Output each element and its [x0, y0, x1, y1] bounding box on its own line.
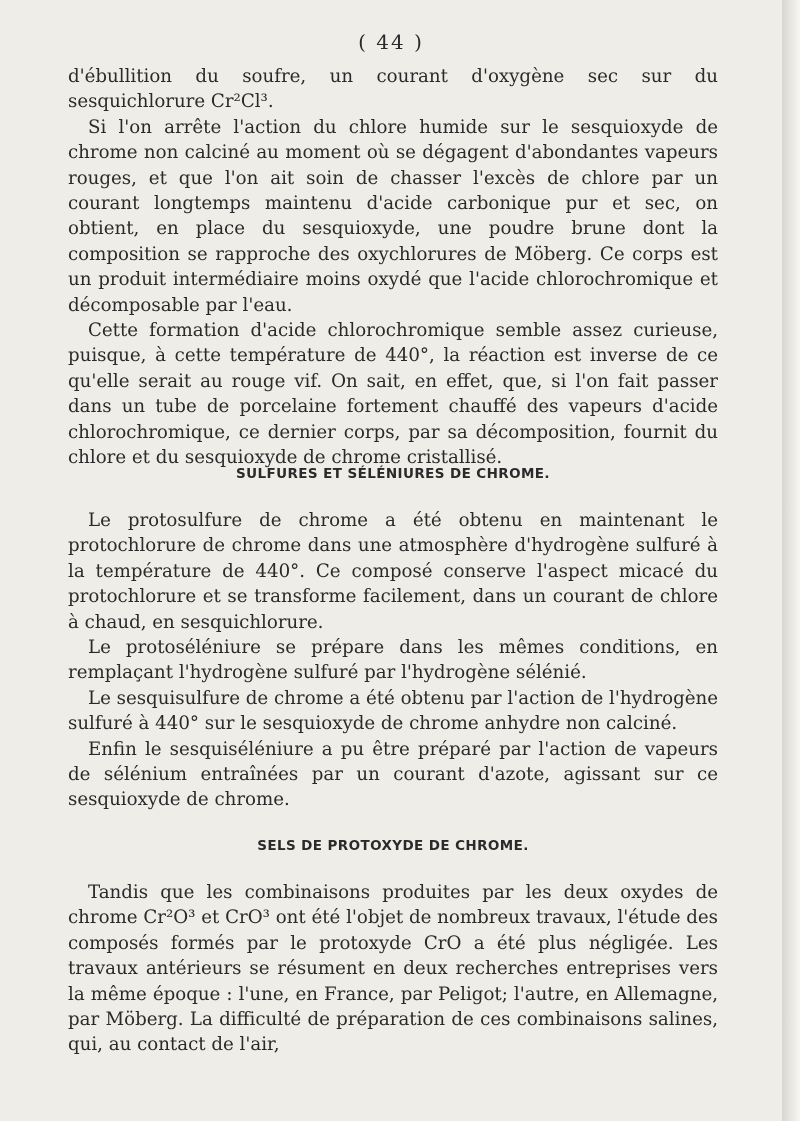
- page-edge: [782, 0, 800, 1121]
- paragraph: Cette formation d'acide chlorochromique semble assez curieuse, puisque, à cette température de 440°, la réaction est inverse de ce qu'elle serait au rouge vif. On sait, en effet, que, si l'on fait passer dans un tube de porcelaine fortement chauffé des vapeurs d'acide chlorochromique, ce dernier corps, par sa décomposition, fournit du chlore et du sesquioxyde de chrome cristallisé.: [68, 320, 718, 469]
- text-block-chlorides: [68, 64, 718, 471]
- paragraph: Le protosulfure de chrome a été obtenu en maintenant le protochlorure de chrome dans une atmosphère d'hydrogène sulfuré à la température de 440°. Ce composé conserve l'aspect micacé du protochlorure et se transforme facilement, dans un courant de chlore à chaud, en sesquichlorure.: [68, 510, 718, 633]
- paragraph: Le sesquisulfure de chrome a été obtenu par l'action de l'hydrogène sulfuré à 440° sur le sesquioxyde de chrome anhydre non calciné.: [68, 687, 718, 735]
- text-block-sulfures: [68, 508, 718, 813]
- paragraph: Tandis que les combinaisons produites par les deux oxydes de chrome Cr²O³ et CrO³ ont été l'objet de nombreux travaux, l'étude des composés formés par le protoxyde CrO a été plus négligée. Les travaux antérieurs se résument en deux recherches entreprises vers la même époque : l'une, en France, par Peligot; l'autre, en Allemagne, par Möberg. La difficulté de préparation de ces combinaisons salines, qui, au contact de l'air,: [68, 882, 718, 1056]
- section-heading-protoxyde: SELS DE PROTOXYDE DE CHROME.: [257, 838, 529, 854]
- paragraph: Enfin le sesquiséléniure a pu être préparé par l'action de vapeurs de sélénium entraînées par un courant d'azote, agissant sur ce sesquioxyde de chrome.: [68, 738, 718, 811]
- paragraph: d'ébullition du soufre, un courant d'oxygène sec sur du sesquichlorure Cr²Cl³.: [68, 66, 718, 113]
- paragraph: Si l'on arrête l'action du chlore humide sur le sesquioxyde de chrome non calciné au moment où se dégagent d'abondantes vapeurs rouges, et que l'on ait soin de chasser l'excès de chlore par un courant longtemps maintenu d'acide carbonique pur et sec, on obtient, en place du sesquioxyde, une poudre brune dont la composition se rapproche des oxychlorures de Möberg. Ce corps est un produit intermédiaire moins oxydé que l'acide chlorochromique et décomposable par l'eau.: [68, 116, 718, 316]
- text-block-protoxyde: [68, 880, 718, 1058]
- paragraph: Le protoséléniure se prépare dans les mêmes conditions, en remplaçant l'hydrogène sulfuré par l'hydrogène sélénié.: [68, 637, 718, 684]
- section-heading-sulfures: SULFURES ET SÉLÉNIURES DE CHROME.: [236, 466, 550, 482]
- page-number: ( 44 ): [358, 30, 424, 54]
